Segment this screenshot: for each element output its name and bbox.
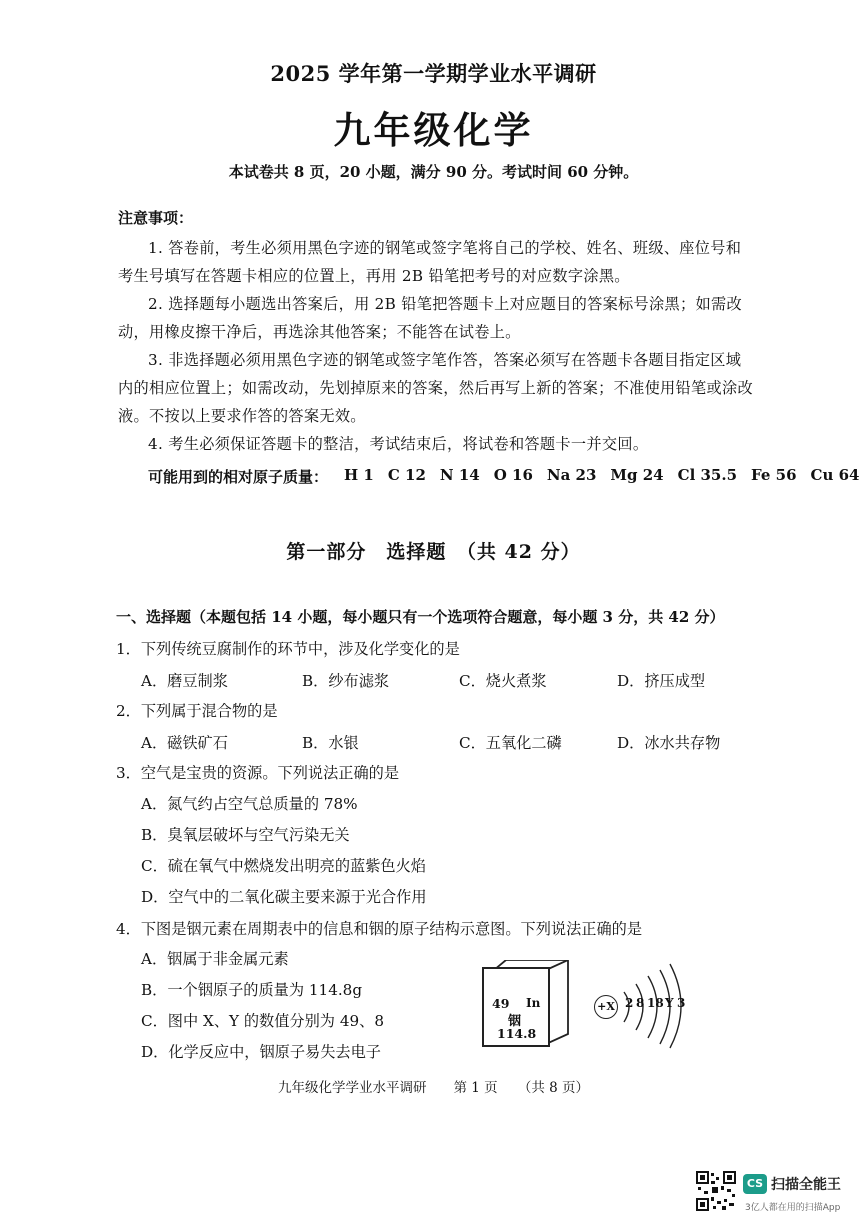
- element-atomic-number: 49: [492, 996, 510, 1011]
- shell-electrons: 2: [625, 996, 634, 1010]
- qr-code-icon: [696, 1171, 736, 1211]
- element-name: 铟: [508, 1014, 522, 1029]
- mass-cu: Cu 64: [810, 466, 860, 484]
- notice-line: 液。不按以上要求作答的答案无效。: [118, 407, 366, 425]
- question-1-option-c: C．烧火煮浆: [459, 672, 547, 690]
- mass-o: O 16: [493, 466, 533, 484]
- question-2-option-d: D．冰水共存物: [617, 734, 721, 752]
- question-3-option-c: C．硫在氧气中燃烧发出明亮的蓝紫色火焰: [141, 857, 426, 875]
- question-4-option-a: A．铟属于非金属元素: [141, 950, 289, 968]
- section-title: 第一部分 选择题 （共 42 分）: [286, 541, 581, 563]
- shell-electrons: 8: [636, 996, 645, 1010]
- exam-title-line1: 2025 学年第一学期学业水平调研: [270, 61, 597, 86]
- shell-electrons: 18: [647, 996, 664, 1010]
- notice-line: 2. 选择题每小题选出答案后，用 2B 铅笔把答题卡上对应题目的答案标号涂黑；如需改: [148, 295, 742, 313]
- shell-electrons: 3: [677, 996, 686, 1010]
- mass-fe: Fe 56: [751, 466, 797, 484]
- question-2-option-a: A．磁铁矿石: [141, 734, 228, 752]
- question-3-stem: 3．空气是宝贵的资源。下列说法正确的是: [116, 764, 400, 782]
- question-3-option-d: D．空气中的二氧化碳主要来源于光合作用: [141, 888, 427, 906]
- element-symbol: In: [526, 996, 541, 1010]
- question-3-option-b: B．臭氧层破坏与空气污染无关: [141, 826, 350, 844]
- question-1-option-b: B．纱布滤浆: [302, 672, 390, 690]
- element-atomic-mass: 114.8: [497, 1026, 537, 1041]
- question-1-stem: 1．下列传统豆腐制作的环节中，涉及化学变化的是: [116, 640, 460, 658]
- question-3-option-a: A．氮气约占空气总质量的 78%: [141, 795, 358, 813]
- question-4-option-d: D．化学反应中，铟原子易失去电子: [141, 1043, 381, 1061]
- atomic-masses-label: 可能用到的相对原子质量：: [148, 468, 329, 486]
- mass-c: C 12: [387, 466, 426, 484]
- page-footer: 九年级化学学业水平调研 第 1 页 （共 8 页）: [277, 1080, 590, 1096]
- mass-cl: Cl 35.5: [677, 466, 738, 484]
- notice-line: 考生号填写在答题卡相应的位置上，再用 2B 铅笔把考号的对应数字涂黑。: [118, 267, 630, 285]
- question-2-option-c: C．五氧化二磷: [459, 734, 562, 752]
- question-1-option-d: D．挤压成型: [617, 672, 706, 690]
- question-2-option-b: B．水银: [302, 734, 359, 752]
- exam-info: 本试卷共 8 页，20 小题，满分 90 分。考试时间 60 分钟。: [228, 163, 639, 181]
- part-heading: 一、选择题（本题包括 14 小题，每小题只有一个选项符合题意，每小题 3 分，共 42 分）: [116, 608, 725, 626]
- scanner-app-name: 扫描全能王: [771, 1177, 841, 1193]
- exam-title-subject: 九年级化学: [333, 108, 534, 152]
- notice-line: 3. 非选择题必须用黑色字迹的钢笔或签字笔作答，答案必须写在答题卡各题目指定区域: [148, 351, 742, 369]
- mass-h: H 1: [344, 466, 374, 484]
- mass-na: Na 23: [546, 466, 597, 484]
- mass-n: N 14: [439, 466, 480, 484]
- atomic-masses: [148, 466, 859, 487]
- shell-electrons: Y: [665, 996, 674, 1010]
- question-4-option-b: B．一个铟原子的质量为 114.8g: [141, 981, 363, 999]
- scanner-logo: CS: [743, 1174, 767, 1194]
- notice-line: 1. 答卷前，考生必须用黑色字迹的钢笔或签字笔将自己的学校、姓名、班级、座位号和: [148, 239, 742, 257]
- notice-heading: 注意事项：: [118, 209, 194, 227]
- mass-mg: Mg 24: [610, 466, 664, 484]
- scanner-tagline: 3亿人都在用的扫描App: [745, 1203, 841, 1213]
- atom-nucleus: +X: [594, 995, 618, 1019]
- notice-line: 内的相应位置上；如需改动，先划掉原来的答案，然后再写上新的答案；不准使用铅笔或涂改: [118, 379, 753, 397]
- question-4-stem: 4．下图是铟元素在周期表中的信息和铟的原子结构示意图。下列说法正确的是: [116, 920, 643, 938]
- question-2-stem: 2．下列属于混合物的是: [116, 702, 278, 720]
- question-4-option-c: C．图中 X、Y 的数值分别为 49、8: [141, 1012, 384, 1030]
- notice-line: 4. 考生必须保证答题卡的整洁，考试结束后，将试卷和答题卡一并交回。: [148, 435, 649, 453]
- question-1-option-a: A．磨豆制浆: [141, 672, 228, 690]
- notice-line: 动，用橡皮擦干净后，再选涂其他答案；不能答在试卷上。: [118, 323, 521, 341]
